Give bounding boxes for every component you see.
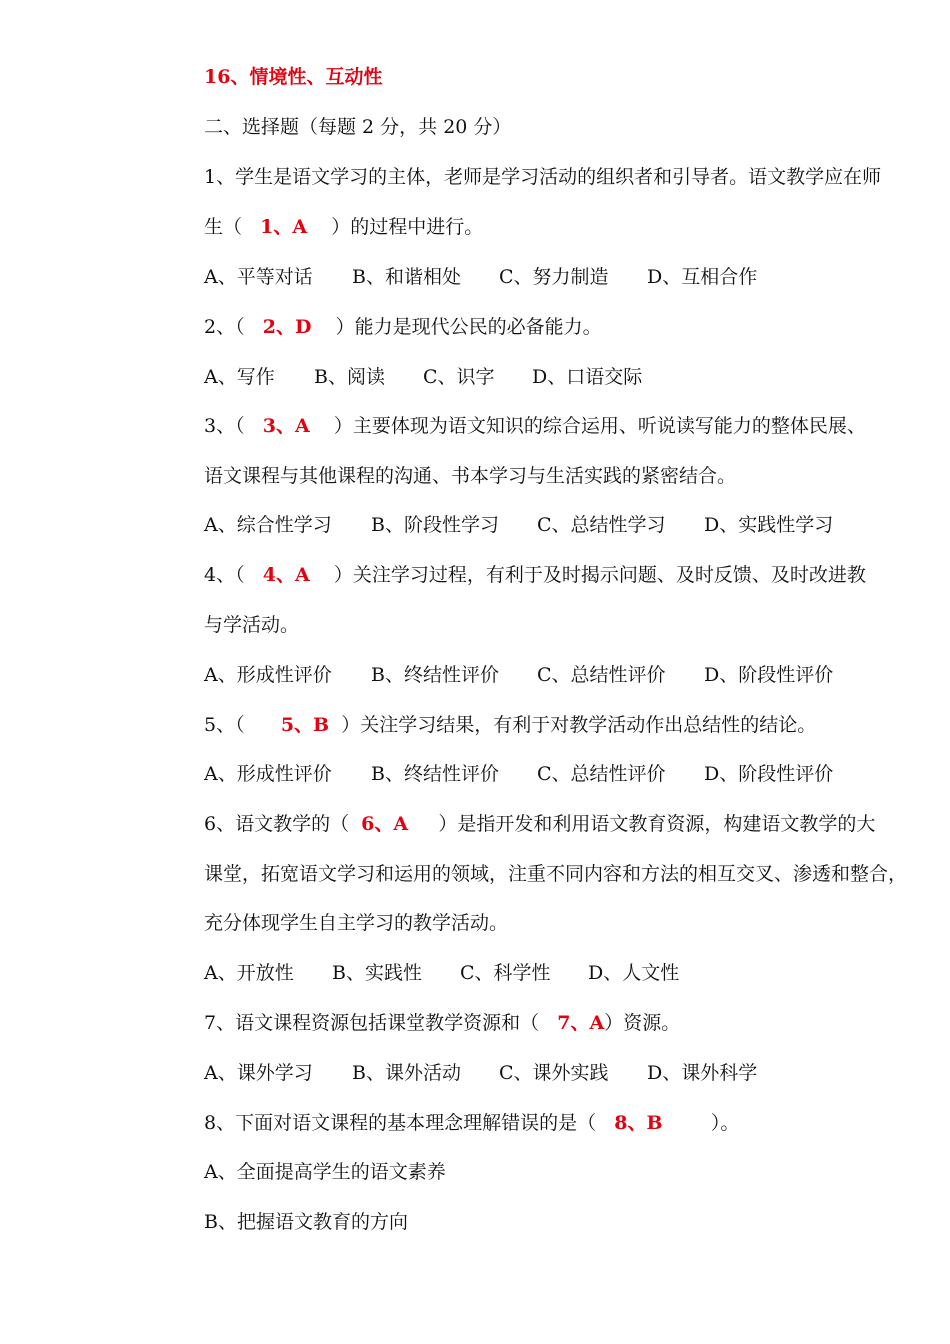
question-1-option-d: D、互相合作 xyxy=(647,266,758,288)
question-8-answer: 8、B xyxy=(614,1112,663,1134)
question-2-option-d: D、口语交际 xyxy=(532,366,643,388)
question-4-option-a: A、形成性评价 xyxy=(204,664,332,686)
question-4-option-c: C、总结性评价 xyxy=(537,664,666,686)
question-4-text: 4、（ 4、A ）关注学习过程，有利于及时揭示问题、及时反馈、及时改进教 xyxy=(204,564,866,586)
question-3-option-b: B、阶段性学习 xyxy=(371,514,499,536)
question-2-text: 2、（ 2、D ）能力是现代公民的必备能力。 xyxy=(204,316,602,338)
question-3-option-d: D、实践性学习 xyxy=(704,514,834,536)
question-6-text-line3: 充分体现学生自主学习的教学活动。 xyxy=(204,912,509,934)
question-3-option-a: A、综合性学习 xyxy=(204,514,332,536)
question-5-option-c: C、总结性评价 xyxy=(537,763,666,785)
question-7-option-d: D、课外科学 xyxy=(647,1062,758,1084)
question-1-answer: 1、A xyxy=(260,216,308,238)
question-5-options xyxy=(204,761,834,787)
question-8-option-b: B、把握语文教育的方向 xyxy=(204,1211,408,1233)
question-4-answer: 4、A xyxy=(262,564,310,586)
question-6-text: 6、语文教学的（ 6、A ）是指开发和利用语文教育资源，构建语文教学的大 xyxy=(204,813,876,835)
question-4-text-line2: 与学活动。 xyxy=(204,614,300,636)
question-6-options xyxy=(204,960,680,986)
question-5-option-b: B、终结性评价 xyxy=(371,763,499,785)
question-4-options xyxy=(204,662,834,688)
question-2-option-a: A、写作 xyxy=(204,366,275,388)
question-2-answer: 2、D xyxy=(262,316,312,338)
question-2-option-c: C、识字 xyxy=(423,366,495,388)
fill-blank-answer-16: 16、情境性、互动性 xyxy=(204,66,383,88)
question-6-option-c: C、科学性 xyxy=(460,962,551,984)
question-7-option-b: B、课外活动 xyxy=(352,1062,461,1084)
question-7-options xyxy=(204,1060,758,1086)
question-5-text: 5、（ 5、B ）关注学习结果，有利于对教学活动作出总结性的结论。 xyxy=(204,714,817,736)
question-1-option-b: B、和谐相处 xyxy=(352,266,461,288)
question-6-text-line2: 课堂，拓宽语文学习和运用的领域，注重不同内容和方法的相互交叉、渗透和整合， xyxy=(204,863,908,885)
question-7-option-a: A、课外学习 xyxy=(204,1062,313,1084)
question-3-text: 3、（ 3、A ）主要体现为语文知识的综合运用、听说读写能力的整体民展、 xyxy=(204,415,866,437)
question-1-options xyxy=(204,264,758,290)
question-7-text: 7、语文课程资源包括课堂教学资源和（ 7、A）资源。 xyxy=(204,1012,681,1034)
question-4-option-b: B、终结性评价 xyxy=(371,664,499,686)
question-6-option-d: D、人文性 xyxy=(588,962,680,984)
question-1-text: 1、学生是语文学习的主体，老师是学习活动的组织者和引导者。语文教学应在师 xyxy=(204,166,882,188)
question-1-option-a: A、平等对话 xyxy=(204,266,313,288)
question-1-text-line2: 生（ 1、A ）的过程中进行。 xyxy=(204,216,484,238)
question-8-option-a: A、全面提高学生的语文素养 xyxy=(204,1161,446,1183)
question-6-option-b: B、实践性 xyxy=(332,962,422,984)
question-7-answer: 7、A xyxy=(557,1012,605,1034)
question-4-option-d: D、阶段性评价 xyxy=(704,664,834,686)
question-3-text-line2: 语文课程与其他课程的沟通、书本学习与生活实践的紧密结合。 xyxy=(204,465,737,487)
question-5-option-d: D、阶段性评价 xyxy=(704,763,834,785)
section-heading-choice: 二、选择题（每题 2 分，共 20 分） xyxy=(204,116,512,138)
question-3-option-c: C、总结性学习 xyxy=(537,514,666,536)
question-3-answer: 3、A xyxy=(262,415,310,437)
question-1-option-c: C、努力制造 xyxy=(499,266,609,288)
question-3-options xyxy=(204,512,834,538)
question-2-option-b: B、阅读 xyxy=(314,366,385,388)
question-6-option-a: A、开放性 xyxy=(204,962,294,984)
question-7-option-c: C、课外实践 xyxy=(499,1062,609,1084)
question-6-answer: 6、A xyxy=(361,813,409,835)
question-5-answer: 5、B xyxy=(280,714,330,736)
question-8-text: 8、下面对语文课程的基本理念理解错误的是（ 8、B ）。 xyxy=(204,1112,740,1134)
question-5-option-a: A、形成性评价 xyxy=(204,763,332,785)
question-2-options xyxy=(204,364,643,390)
